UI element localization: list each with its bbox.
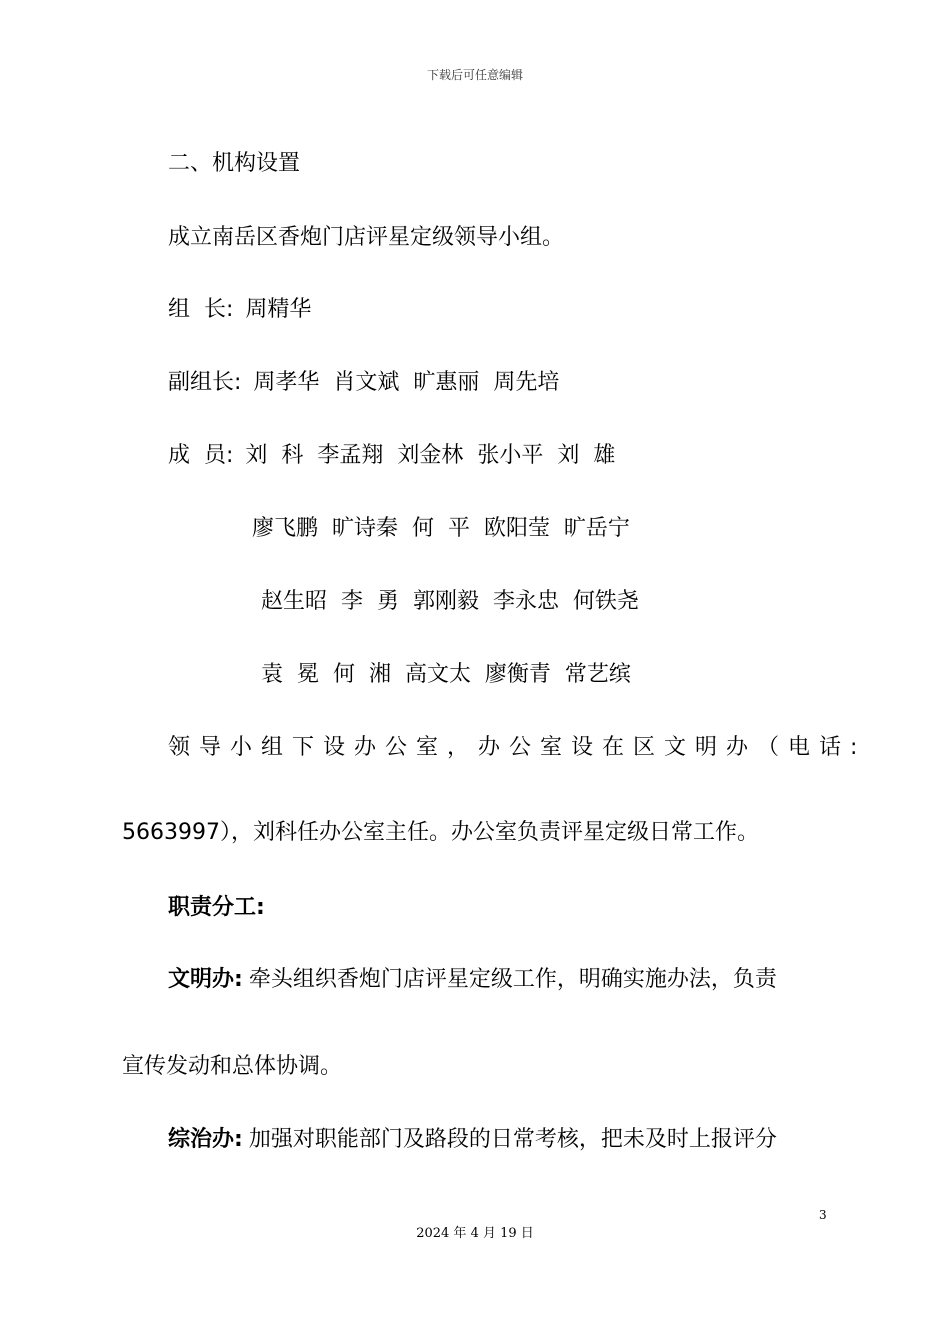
deputy-label: 副组长: <box>168 370 242 395</box>
leader-names: 周精华 <box>245 297 312 322</box>
members-line-3: 赵生昭 李 勇 郭刚毅 李永忠 何铁尧 <box>261 589 639 614</box>
members-line-1 <box>168 441 615 471</box>
members-label: 成 员: <box>168 443 234 468</box>
civil-office-text-1: 牵头组织香炮门店评星定级工作，明确实施办法，负责 <box>248 967 777 992</box>
civil-office-label: 文明办: <box>168 967 243 992</box>
page-footer-date: 2024 年 4 月 19 日 <box>416 1226 534 1241</box>
members-line-4: 袁 冕 何 湘 高文太 廖衡青 常艺缤 <box>261 662 631 687</box>
section-title: 二、机构设置 <box>168 151 301 176</box>
office-paragraph-line-1: 领导小组下设办公室，办公室设在区文明办（电话: <box>168 735 867 760</box>
page-header: 下载后可任意编辑 <box>426 68 523 82</box>
leader-label: 组 长: <box>168 297 234 322</box>
intro-paragraph: 成立南岳区香炮门店评星定级领导小组。 <box>168 225 565 250</box>
members-names-1: 刘 科 李孟翔 刘金林 张小平 刘 雄 <box>245 443 616 468</box>
office-paragraph-line-2: 5663997），刘科任办公室主任。办公室负责评星定级日常工作。 <box>122 820 759 845</box>
zongzhi-office-label: 综治办: <box>168 1127 243 1152</box>
civil-office-line-1 <box>168 965 777 995</box>
deputy-line <box>168 368 559 398</box>
duties-heading: 职责分工: <box>168 895 265 920</box>
zongzhi-office-text-1: 加强对职能部门及路段的日常考核，把未及时上报评分 <box>248 1127 777 1152</box>
page-number: 3 <box>819 1208 827 1222</box>
zongzhi-office-line-1 <box>168 1125 777 1155</box>
members-line-2: 廖飞鹏 旷诗秦 何 平 欧阳莹 旷岳宁 <box>252 516 630 541</box>
deputy-names: 周孝华 肖文斌 旷惠丽 周先培 <box>253 370 560 395</box>
leader-line <box>168 295 311 325</box>
civil-office-line-2: 宣传发动和总体协调。 <box>122 1054 343 1079</box>
